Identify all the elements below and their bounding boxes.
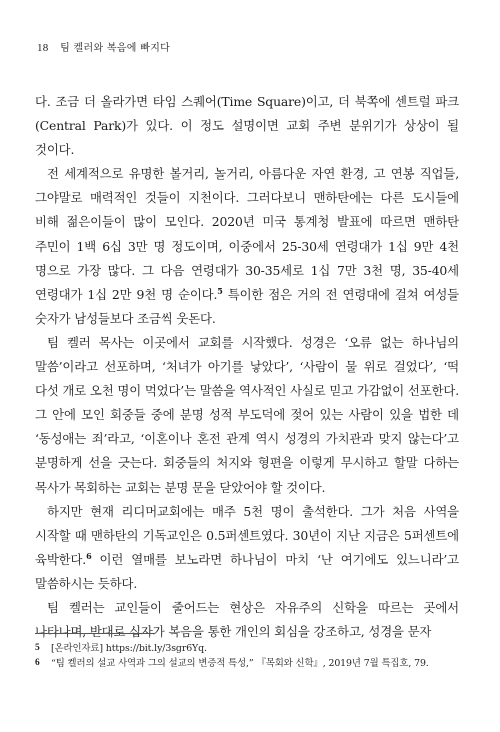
footnote <box>35 656 459 671</box>
footnote-reference: 6 <box>86 550 92 561</box>
footnote-number: 5 <box>35 643 40 653</box>
footnote-reference: 5 <box>217 285 223 296</box>
running-title: 팀 켈러와 복음에 빠지다 <box>60 43 171 54</box>
page-number: 18 <box>37 42 49 54</box>
running-header <box>37 39 170 54</box>
footnote-text: “팀 켈러의 설교 사역과 그의 설교의 변증적 특성,” 『목회와 신학』, 2019년 7월 특집호, 79. <box>51 658 429 669</box>
footnote <box>35 641 459 656</box>
paragraph-text-continued: 특이한 점은 거의 전 연령대에 걸쳐 여성들 숫자가 남성들보다 조금씩 웃돈다. <box>35 286 460 326</box>
body-text <box>35 90 459 644</box>
paragraph-text: 전 세계적으로 유명한 볼거리, 놀거리, 아름다운 자연 환경, 고 연봉 직업들, 그야말로 매력적인 것들이 지천이다. 그러다보니 맨하탄에는 다른 도시들에 비해 젊은이들이 많이 모인다. 2020년 미국 통계청 발표에 따르면 맨하탄 주민이 1백 6십 3만 명 정도이며, 이중에서 25-30세 연령대가 1십 9만 4천 명으로 가장 많다. 그 다음 연령대가 30-35세로 1십 7만 3천 명, 35-40세 연령대가 1십 2만 9천 명 순이다. <box>35 166 459 302</box>
paragraph <box>35 331 459 500</box>
footnotes <box>35 641 459 671</box>
paragraph-text: 팀 켈러는 교인들이 줄어드는 현상은 자유주의 신학을 따르는 곳에서 나타나며, 반대로 십자가 복음을 통한 개인의 회심을 강조하고, 성경을 문자 <box>35 599 459 640</box>
paragraph-text-continued: 이런 열매를 보노라면 하나님이 마치 ‘난 여기에도 있느니라’고 말씀하시는 듯하다. <box>35 551 459 591</box>
paragraph-text: 다. 조금 더 올라가면 타임 스퀘어(Time Square)이고, 더 북쪽에 센트럴 파크(Central Park)가 있다. 이 정도 설명이면 교회 주변 분위기가 상상이 될 것이다. <box>35 94 459 158</box>
paragraph <box>35 90 459 162</box>
paragraph <box>35 500 459 596</box>
paragraph-text: 팀 켈러 목사는 이곳에서 교회를 시작했다. 성경은 ‘오류 없는 하나님의 말씀’이라고 선포하며, ‘처녀가 아기를 낳았다’, ‘사람이 물 위로 걸었다’, ‘떡 다섯 개로 오천 명이 먹었다’는 말씀을 역사적인 사실로 믿고 가감없이 선포한다. 그 안에 모인 회중들 중에 분명 성적 부도덕에 젖어 있는 사람이 있을 법한 데 ‘동성애는 죄’라고, ‘이혼이나 혼전 관계 역시 성경의 가치관과 맞지 않는다’고 분명하게 선을 긋는다. 회중들의 처지와 형편을 이렇게 무시하고 할말 다하는 목사가 목회하는 교회는 분명 문을 닫았어야 할 것이다. <box>35 334 459 495</box>
footnote-number: 6 <box>35 658 40 668</box>
paragraph-text: 하지만 현재 리디머교회에는 매주 5천 명이 출석한다. 그가 처음 사역을 시작할 때 맨하탄의 기독교인은 0.5퍼센트였다. 30년이 지난 지금은 5퍼센트에 육박한다. <box>35 503 459 567</box>
footnote-text: [온라인자료] https://bit.ly/3sgr6Yq. <box>51 643 207 654</box>
paragraph <box>35 596 459 644</box>
paragraph <box>35 162 459 331</box>
footnote-divider <box>35 633 155 634</box>
